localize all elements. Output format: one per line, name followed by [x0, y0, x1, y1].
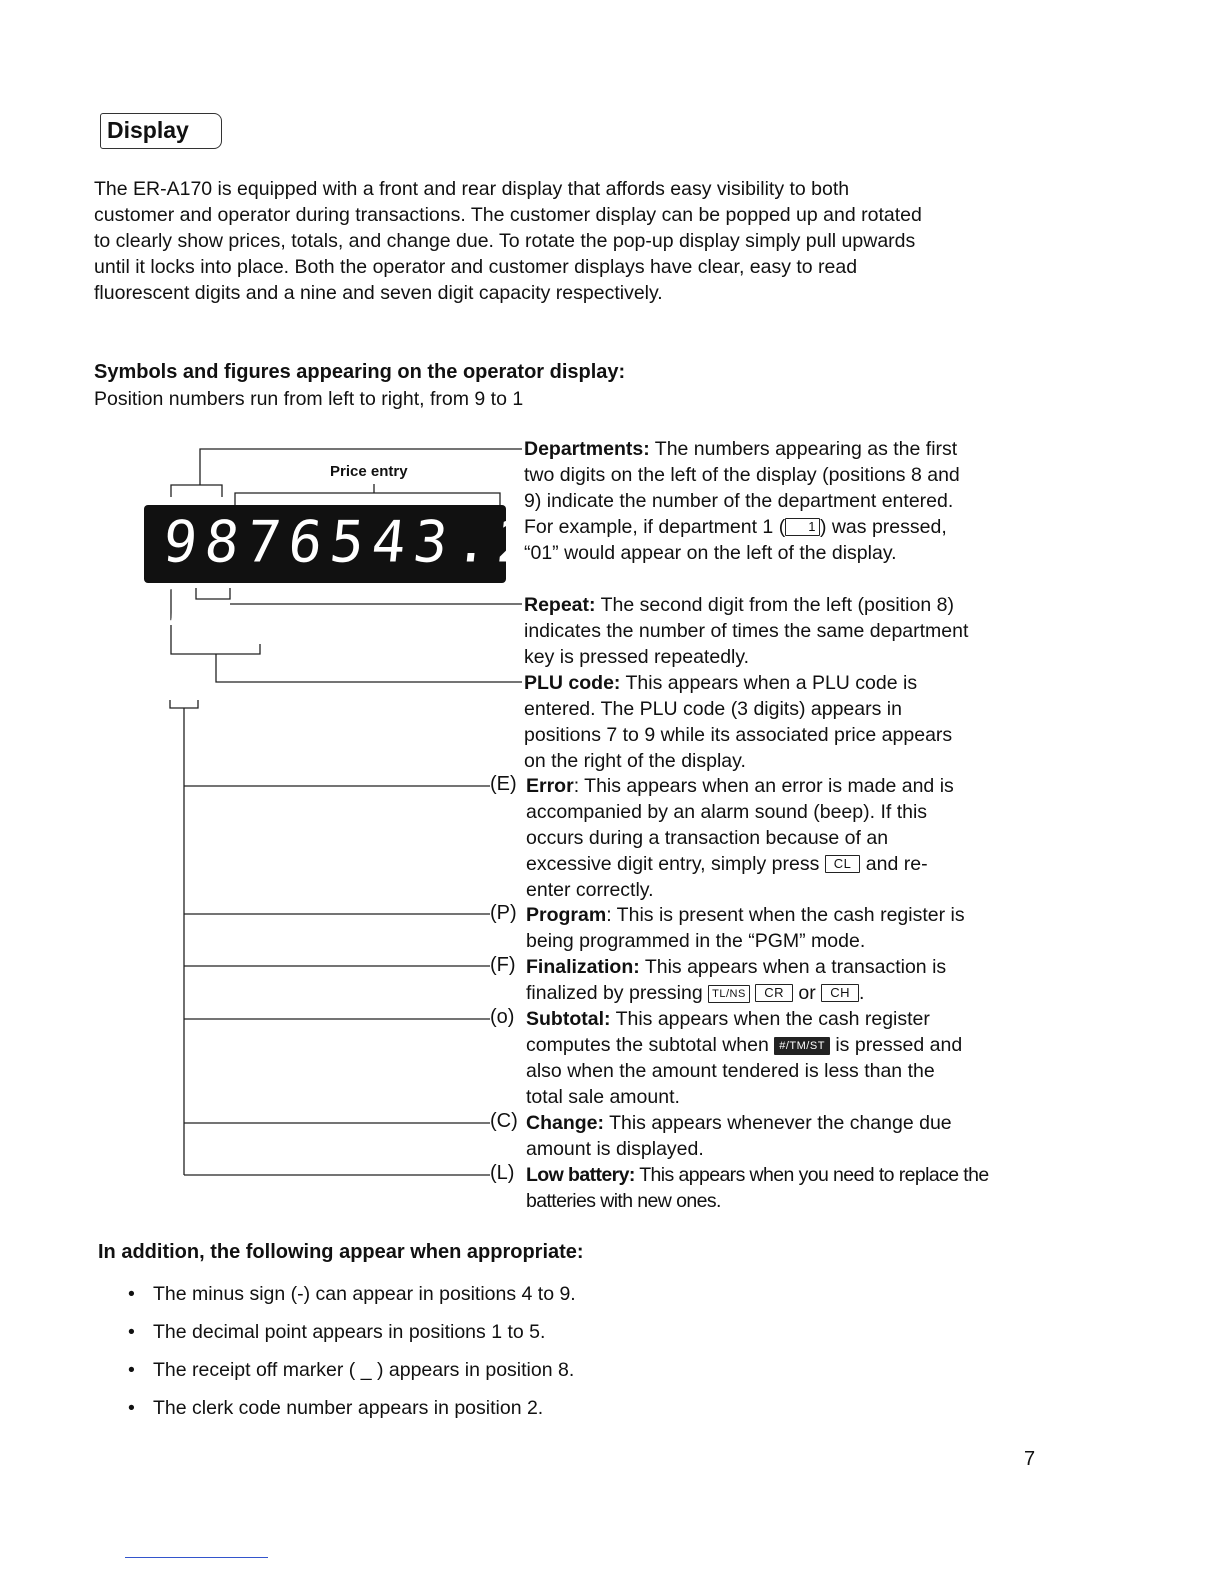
subtotal-text: This appears when the cash register — [615, 1008, 930, 1030]
program-text: : This is present when the cash register is — [606, 904, 965, 926]
departments-example: For example, if department 1 ( — [524, 516, 786, 538]
departments-term: Departments: — [524, 438, 650, 460]
page-title: Display — [107, 117, 189, 143]
list-item: • The minus sign (-) can appear in positions 4 to 9. — [128, 1283, 576, 1321]
program-desc — [526, 902, 1046, 954]
low-battery-text: batteries with new ones. — [526, 1190, 721, 1212]
change-text: amount is displayed. — [526, 1138, 704, 1160]
plu-text: entered. The PLU code (3 digits) appears in — [524, 698, 902, 720]
finalization-period: . — [858, 982, 865, 1004]
footer-rule — [125, 1557, 268, 1558]
subtotal-desc — [526, 1006, 1046, 1110]
indicator-descriptions — [526, 0, 1046, 1240]
symbols-subheading: Position numbers run from left to right, from 9 to 1 — [94, 388, 524, 410]
change-term: Change: — [526, 1112, 604, 1134]
departments-text: two digits on the left of the display (positions 8 and — [524, 464, 960, 486]
finalization-text: This appears when a transaction is — [644, 956, 947, 978]
plu-text: positions 7 to 9 while its associated price appears — [524, 724, 953, 746]
departments-text: The numbers appearing as the first — [654, 438, 958, 460]
departments-example-post: ) was pressed, — [819, 516, 947, 538]
price-entry-label: Price entry — [330, 463, 408, 480]
list-item: • The decimal point appears in positions 1 to 5. — [128, 1321, 576, 1359]
subtotal-text: total sale amount. — [526, 1086, 680, 1108]
symbols-heading: Symbols and figures appearing on the operator display: — [94, 361, 626, 383]
low-battery-text: This appears when you need to replace the — [639, 1164, 989, 1186]
change-text: This appears whenever the change due — [609, 1112, 952, 1134]
low-battery-glyph: (L) — [490, 1162, 515, 1184]
repeat-text: The second digit from the left (position 8) — [600, 594, 954, 616]
finalization-text: finalized by pressing — [526, 982, 703, 1004]
plu-text: on the right of the display. — [524, 750, 746, 772]
change-glyph: (C) — [490, 1110, 518, 1132]
intro-line: to clearly show prices, totals, and change due. To rotate the pop-up display simply pull upwards — [94, 230, 916, 252]
finalization-or: or — [798, 982, 816, 1004]
plu-term: PLU code: — [524, 672, 621, 694]
error-desc — [526, 773, 1046, 903]
addition-list — [128, 1283, 576, 1435]
repeat-text: indicates the number of times the same department — [524, 620, 969, 642]
change-desc — [526, 1110, 1046, 1162]
program-term: Program — [526, 904, 607, 926]
cl-key: CL — [825, 855, 861, 873]
intro-line: until it locks into place. Both the operator and customer displays have clear, easy to read — [94, 256, 858, 278]
subtotal-text: is pressed and — [835, 1034, 963, 1056]
display-digits: 9876543.2 1 — [153, 509, 543, 640]
page-number: 7 — [1024, 1448, 1036, 1470]
departments-text: 9) indicate the number of the department entered. — [524, 490, 954, 512]
cr-key: CR — [755, 984, 793, 1002]
subtotal-text: also when the amount tendered is less than the — [526, 1060, 935, 1082]
list-item: • The receipt off marker ( _ ) appears in position 8. — [128, 1359, 576, 1397]
error-text: occurs during a transaction because of an — [526, 827, 889, 849]
repeat-term: Repeat: — [524, 594, 596, 616]
intro-line: customer and operator during transactions. The customer display can be popped up and rotated — [94, 204, 922, 226]
low-battery-desc — [526, 1162, 1046, 1214]
error-text: excessive digit entry, simply press — [526, 853, 820, 875]
repeat-text: key is pressed repeatedly. — [524, 646, 750, 668]
program-glyph: (P) — [490, 902, 517, 924]
tlns-key: TL/NS — [708, 985, 750, 1003]
list-item: • The clerk code number appears in position 2. — [128, 1397, 576, 1435]
finalization-glyph: (F) — [490, 954, 516, 976]
finalization-desc — [526, 954, 1046, 1006]
finalization-term: Finalization: — [526, 956, 640, 978]
dept-1-key: 1 — [785, 518, 820, 536]
error-glyph: (E) — [490, 773, 517, 795]
departments-text: “01” would appear on the left of the display. — [524, 542, 897, 564]
error-term: Error — [526, 775, 574, 797]
intro-line: The ER-A170 is equipped with a front and rear display that affords easy visibility to both — [94, 178, 850, 200]
error-text: accompanied by an alarm sound (beep). If this — [526, 801, 928, 823]
error-text: and re- — [865, 853, 928, 875]
ch-key: CH — [821, 984, 859, 1002]
program-text: being programmed in the “PGM” mode. — [526, 930, 866, 952]
error-text: enter correctly. — [526, 879, 654, 901]
low-battery-term: Low battery: — [526, 1164, 635, 1186]
subtotal-term: Subtotal: — [526, 1008, 611, 1030]
subtotal-text: computes the subtotal when — [526, 1034, 769, 1056]
plu-text: This appears when a PLU code is — [625, 672, 918, 694]
addition-heading: In addition, the following appear when appropriate: — [98, 1241, 584, 1263]
error-text: : This appears when an error is made and is — [573, 775, 954, 797]
operator-display — [144, 505, 543, 640]
tmst-key: #/TM/ST — [774, 1037, 830, 1055]
intro-line: fluorescent digits and a nine and seven digit capacity respectively. — [94, 282, 663, 304]
subtotal-glyph: (o) — [490, 1006, 515, 1028]
